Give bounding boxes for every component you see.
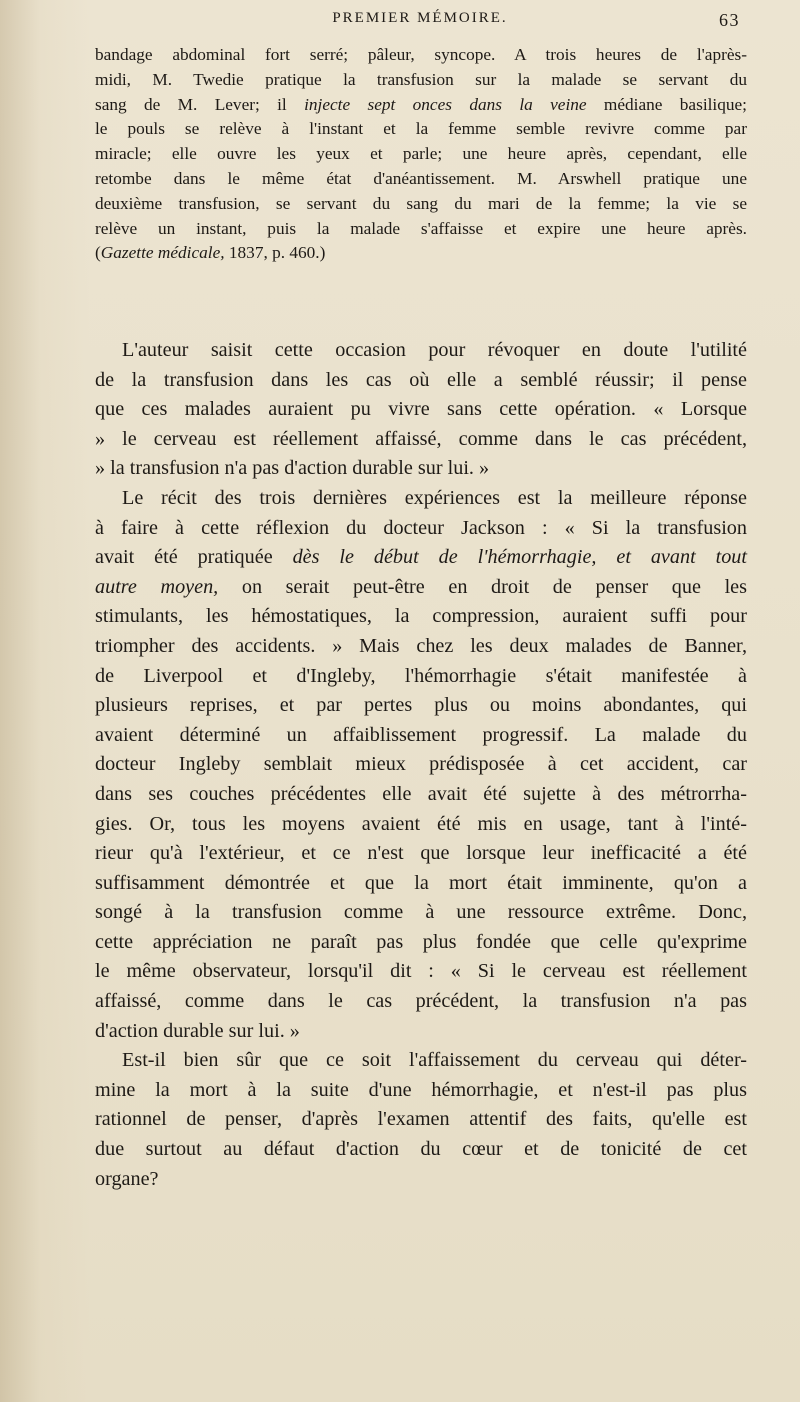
text-line: Est-il bien sûr que ce soit l'affaissement du cerveau qui déter- xyxy=(122,1049,747,1072)
text-line: mine la mort à la suite d'une hémorrhagie, et n'est-il pas plus xyxy=(95,1078,747,1101)
italic-phrase: dès le début de l'hémorrhagie, et avant tout xyxy=(292,546,747,569)
text-line: affaissé, comme dans le cas précédent, la transfusion n'a pas xyxy=(95,990,747,1013)
text-line: rieur qu'à l'extérieur, et ce n'est que lorsque leur inefficacité a été xyxy=(95,842,747,865)
italic-phrase: autre moyen, xyxy=(95,575,219,598)
italic-phrase: injecte sept onces dans la veine xyxy=(304,94,587,114)
text-line: plusieurs reprises, et par pertes plus ou moins abondantes, qui xyxy=(95,694,747,717)
text-line: Le récit des trois dernières expériences est la meilleure réponse xyxy=(122,486,747,509)
text-line: autre moyen, on serait peut-être en droit de penser que les xyxy=(95,575,747,598)
text-line: suffisamment démontrée et que la mort était imminente, qu'on a xyxy=(95,871,747,894)
citation-line: (Gazette médicale, 1837, p. 460.) xyxy=(95,243,326,263)
text-line: triompher des accidents. » Mais chez les deux malades de Banner, xyxy=(95,634,747,657)
text-line: d'action durable sur lui. » xyxy=(95,1019,300,1042)
case-report-paragraph xyxy=(95,43,747,266)
text-line: midi, M. Twedie pratique la transfusion sur la malade se servant du xyxy=(95,69,747,89)
text-line: retombe dans le même état d'anéantissement. M. Arswhell pratique une xyxy=(95,168,747,188)
text-line: docteur Ingleby semblait mieux prédisposée à cet accident, car xyxy=(95,753,747,776)
text-line: miracle; elle ouvre les yeux et parle; une heure après, cependant, elle xyxy=(95,144,747,164)
text-line: L'auteur saisit cette occasion pour révoquer en doute l'utilité xyxy=(122,339,747,361)
running-head xyxy=(100,10,740,36)
text-line: bandage abdominal fort serré; pâleur, syncope. A trois heures de l'après- xyxy=(95,45,747,64)
text-line: » le cerveau est réellement affaissé, comme dans le cas précédent, xyxy=(95,427,747,450)
text-line: le même observateur, lorsqu'il dit : « Si le cerveau est réellement xyxy=(95,960,747,983)
text-line: dans ses couches précédentes elle avait été sujette à des métrorrha- xyxy=(95,782,747,805)
text-line: relève un instant, puis la malade s'affaisse et expire une heure après. xyxy=(95,218,747,238)
text-line: rationnel de penser, d'après l'examen attentif des faits, qu'elle est xyxy=(95,1108,747,1131)
text-line: sang de M. Lever; il injecte sept onces dans la veine médiane basilique; xyxy=(95,94,747,114)
text-line: avait été pratiquée dès le début de l'hémorrhagie, et avant tout xyxy=(95,546,747,569)
text-line: stimulants, les hémostatiques, la compression, auraient suffi pour xyxy=(95,605,747,628)
text-line: deuxième transfusion, se servant du sang du mari de la femme; la vie se xyxy=(95,193,747,213)
running-head-title: PREMIER MÉMOIRE. xyxy=(332,10,508,26)
text-line: » la transfusion n'a pas d'action durable sur lui. » xyxy=(95,457,490,480)
text-line: de la transfusion dans les cas où elle a semblé réussir; il pense xyxy=(95,368,747,391)
text-line: à faire à cette réflexion du docteur Jackson : « Si la transfusion xyxy=(95,516,747,539)
italic-phrase: Gazette médicale, xyxy=(100,243,225,263)
text-line: gies. Or, tous les moyens avaient été mis en usage, tant à l'inté- xyxy=(95,812,747,835)
text-line: songé à la transfusion comme à une ressource extrême. Donc, xyxy=(95,901,747,924)
body-text xyxy=(95,336,747,1194)
text-line: de Liverpool et d'Ingleby, l'hémorrhagie s'était manifestée à xyxy=(95,664,747,687)
text-line: cette appréciation ne paraît pas plus fondée que celle qu'exprime xyxy=(95,930,747,953)
text-line: organe? xyxy=(95,1167,159,1190)
text-line: le pouls se relève à l'instant et la femme semble revivre comme par xyxy=(95,119,747,139)
text-line: due surtout au défaut d'action du cœur et de tonicité de cet xyxy=(95,1138,747,1161)
page-number: 63 xyxy=(719,10,740,30)
text-line: avaient déterminé un affaiblissement progressif. La malade du xyxy=(95,723,747,746)
text-line: que ces malades auraient pu vivre sans cette opération. « Lorsque xyxy=(95,398,747,421)
